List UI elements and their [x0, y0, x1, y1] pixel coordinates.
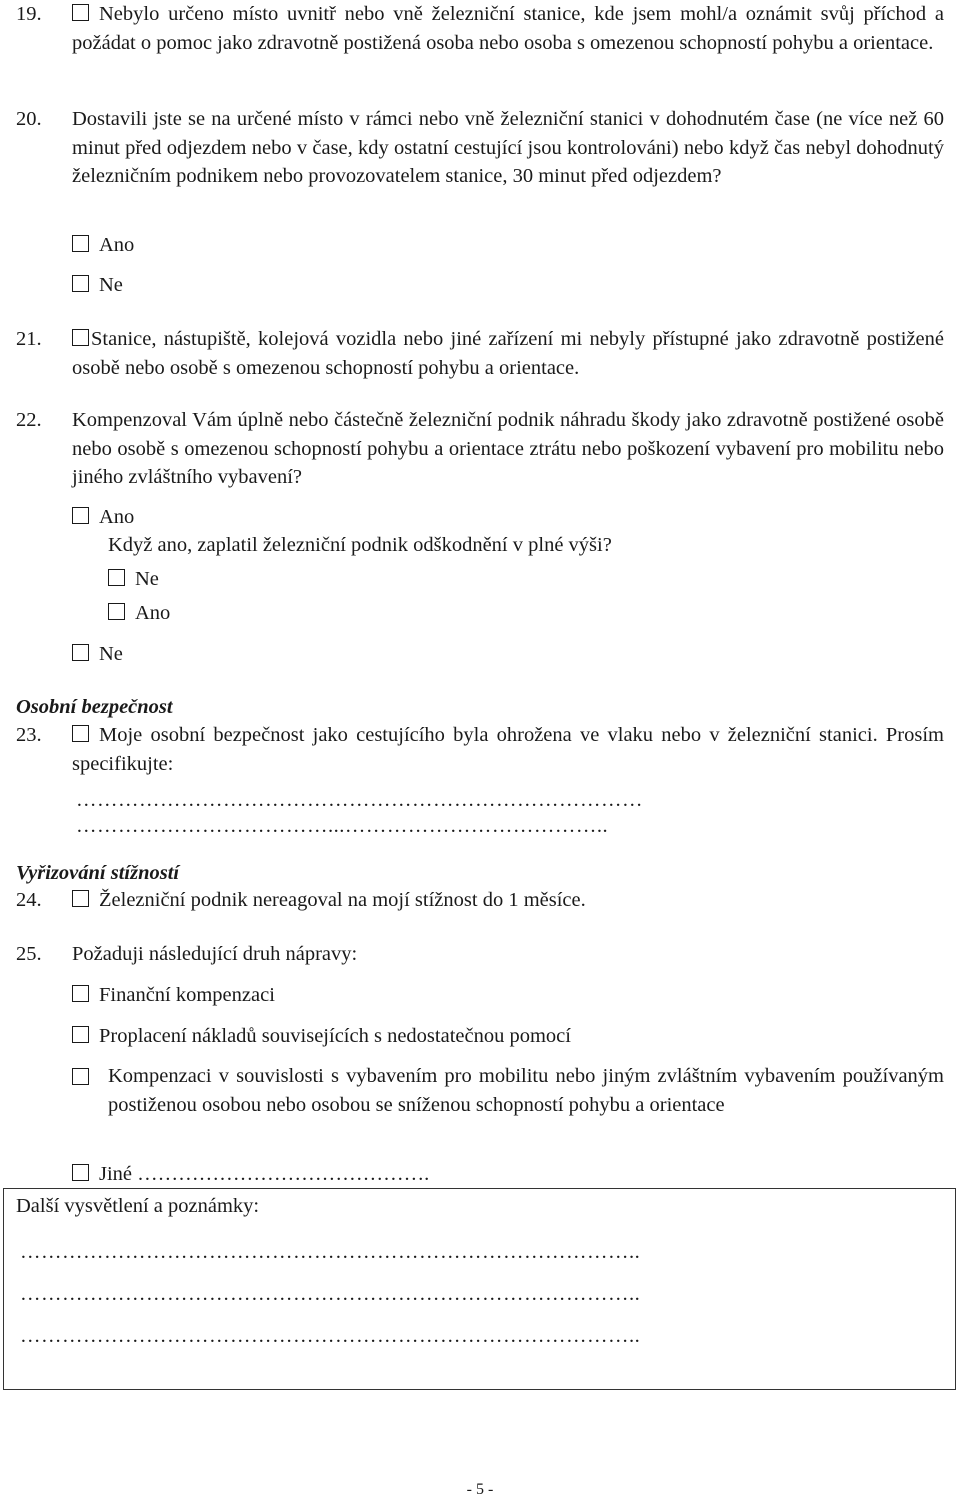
question-25-text: Požaduji následující druh nápravy: — [72, 943, 358, 965]
checkbox[interactable] — [72, 1068, 89, 1085]
question-text — [72, 0, 944, 57]
question-number: 21. — [16, 328, 42, 350]
question-20-text: Dostavili jste se na určené místo v rámci nebo vně železniční stanici v dohodnutém čase (ne více než 60 minut před odjezdem nebo v čase, kdy ostatní cestující jsou kontrolováni) nebo když čas nebyl dohodnutý železničním podnikem nebo provozovatelem stanice, 30 minut před odjezdem? — [72, 108, 944, 187]
question-21-text: Stanice, nástupiště, kolejová vozidla nebo jiné zařízení mi nebyly přístupné jako zdravotně postižené osobě nebo osobě s omezenou schopností pohybu a orientace. — [72, 328, 944, 379]
answer-line-1[interactable]: ……………………………………………………………………… — [76, 789, 643, 811]
q25-option-other[interactable] — [72, 1160, 429, 1189]
checkbox[interactable] — [72, 1026, 89, 1043]
q22-sub-option-no[interactable] — [108, 565, 159, 594]
checkbox[interactable] — [108, 569, 125, 586]
notes-line-3[interactable]: …………………………………………………………………………….. — [20, 1325, 641, 1347]
option-label: Proplacení nákladů souvisejících s nedostatečnou pomocí — [99, 1025, 571, 1047]
page-number: - 5 - — [466, 1481, 494, 1498]
checkbox[interactable] — [72, 985, 89, 1002]
section-heading-safety: Osobní bezpečnost — [16, 696, 173, 718]
checkbox[interactable] — [72, 890, 89, 907]
q22-option-yes[interactable] — [72, 503, 134, 532]
option-label: Jiné ……………………………………. — [99, 1163, 430, 1185]
question-number: 24. — [16, 889, 42, 911]
question-text — [72, 721, 944, 778]
q22-option-no[interactable] — [72, 640, 123, 669]
checkbox[interactable] — [108, 603, 125, 620]
option-label: Ano — [99, 506, 135, 528]
question-number: 25. — [16, 943, 42, 965]
notes-line-1[interactable]: …………………………………………………………………………….. — [20, 1241, 641, 1263]
checkbox[interactable] — [72, 725, 89, 742]
answer-line-2[interactable]: ………………………………...……………………………….. — [76, 815, 609, 837]
notes-label: Další vysvětlení a poznámky: — [16, 1195, 260, 1217]
q20-option-yes[interactable] — [72, 231, 134, 260]
checkbox[interactable] — [72, 329, 89, 346]
notes-line-2[interactable]: …………………………………………………………………………….. — [20, 1283, 641, 1305]
option-label: Ne — [99, 274, 123, 296]
q25-option-costs[interactable] — [72, 1022, 571, 1051]
checkbox[interactable] — [72, 235, 89, 252]
question-23-text: Moje osobní bezpečnost jako cestujícího byla ohrožena ve vlaku nebo v železniční stanici. Prosím specifikujte: — [72, 724, 944, 775]
q20-option-no[interactable] — [72, 271, 123, 300]
q25-option-financial[interactable] — [72, 981, 275, 1010]
question-number: 19. — [16, 3, 42, 25]
question-number: 23. — [16, 724, 42, 746]
option-label: Kompenzaci v souvislosti s vybavením pro mobilitu nebo jiným zvláštním vybavením používaným postiženou osobou nebo osobou se sníženou schopností pohybu a orientace — [108, 1065, 944, 1116]
option-label: Ano — [99, 234, 135, 256]
option-label: Ne — [135, 568, 159, 590]
question-22-text: Kompenzoval Vám úplně nebo částečně železniční podnik náhradu škody jako zdravotně postižené osobě nebo osobě s omezenou schopností pohybu a orientace ztrátu nebo poškození vybavení pro mobilitu nebo jiného zvláštního vybavení? — [72, 409, 944, 488]
option-label: Ne — [99, 643, 123, 665]
option-label: Finanční kompenzaci — [99, 984, 275, 1006]
question-text — [72, 325, 944, 382]
checkbox[interactable] — [72, 507, 89, 524]
checkbox[interactable] — [72, 275, 89, 292]
checkbox[interactable] — [72, 644, 89, 661]
question-text — [72, 886, 944, 915]
question-24-text: Železniční podnik nereagoval na mojí stížnost do 1 měsíce. — [99, 889, 586, 911]
q22-sub-question: Když ano, zaplatil železniční podnik odškodnění v plné výši? — [108, 534, 612, 556]
question-19-text: Nebylo určeno místo uvnitř nebo vně železniční stanice, kde jsem mohl/a oznámit svůj příchod a požádat o pomoc jako zdravotně postižená osoba nebo osoba s omezenou schopností pohybu a orientace. — [72, 3, 944, 54]
question-number: 22. — [16, 409, 42, 431]
q22-sub-option-yes[interactable] — [108, 599, 170, 628]
checkbox[interactable] — [72, 4, 89, 21]
q25-option-equipment[interactable] — [72, 1062, 944, 1119]
checkbox[interactable] — [72, 1164, 89, 1181]
option-label: Ano — [135, 602, 171, 624]
section-heading-complaints: Vyřizování stížností — [16, 862, 180, 884]
question-number: 20. — [16, 108, 42, 130]
